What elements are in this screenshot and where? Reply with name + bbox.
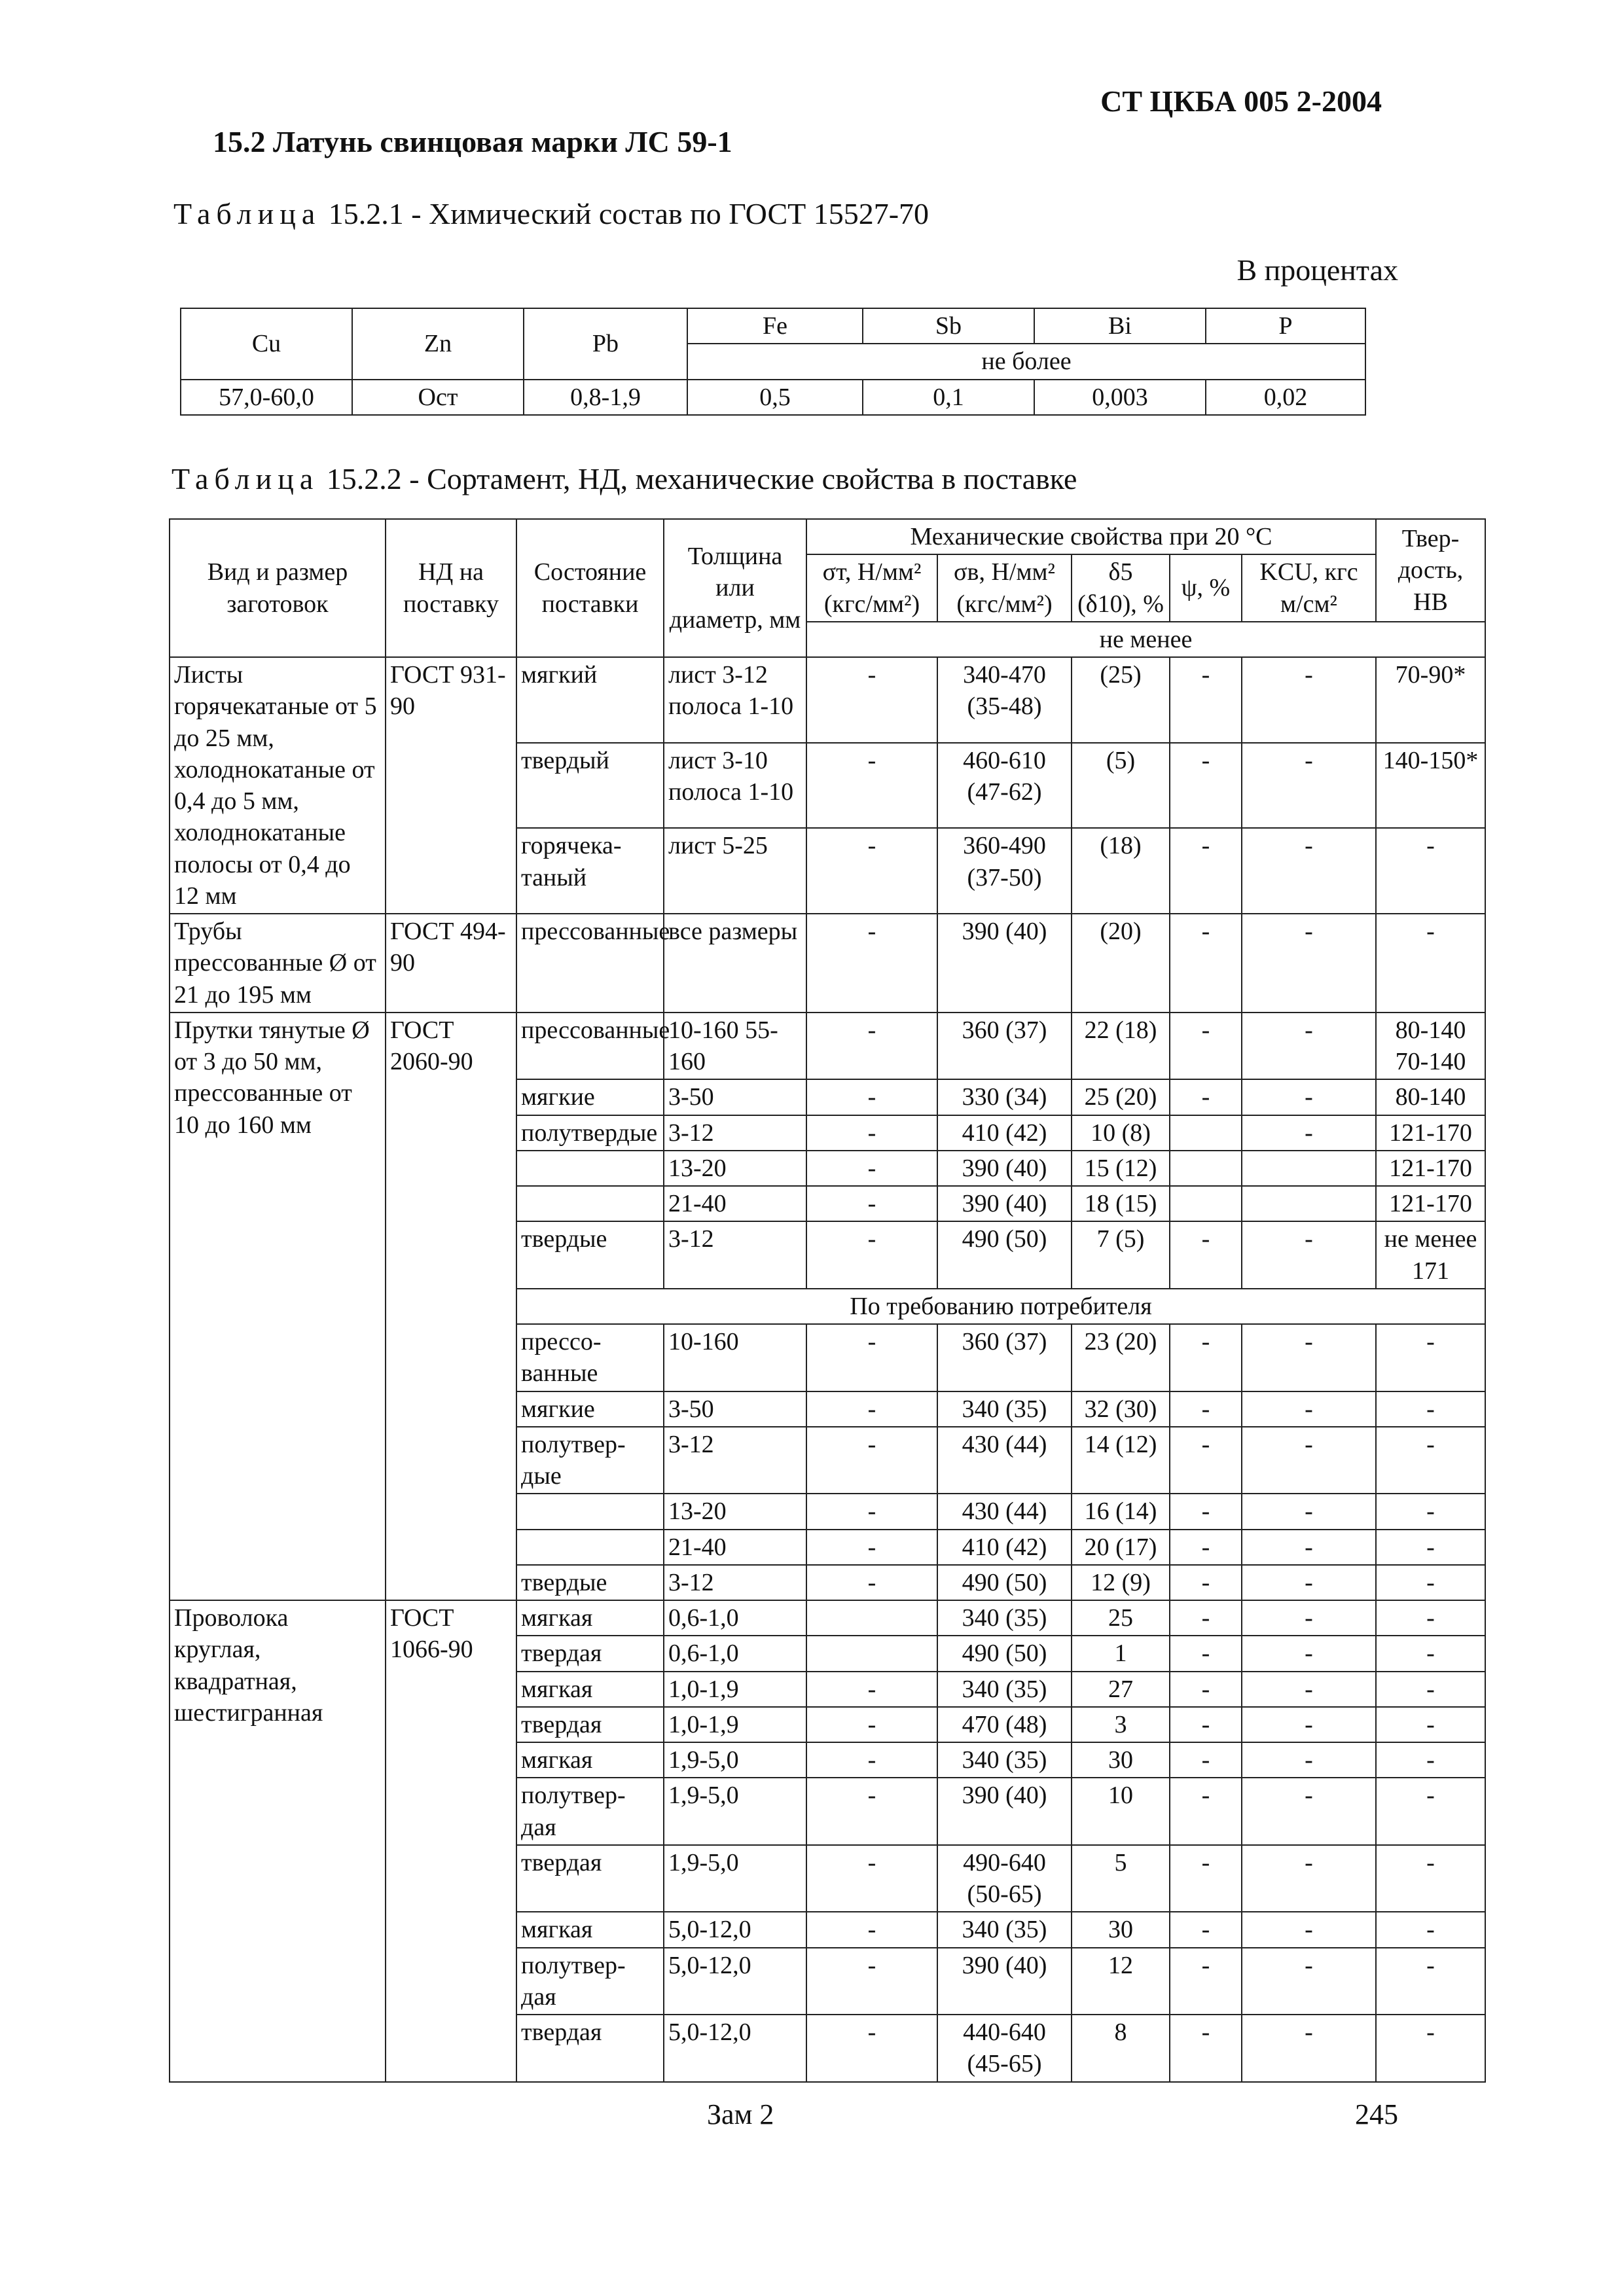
delta-cell: 18 (15) bbox=[1072, 1186, 1170, 1221]
header-state: Состояние поставки bbox=[516, 519, 664, 657]
table1-col-cu: Cu bbox=[181, 308, 352, 380]
hardness-cell: 140-150* bbox=[1376, 743, 1485, 829]
hardness-cell: - bbox=[1376, 1948, 1485, 2015]
hardness-cell: - bbox=[1376, 1636, 1485, 1671]
table-row bbox=[170, 1600, 1485, 1636]
delta-cell: 7 (5) bbox=[1072, 1221, 1170, 1289]
thickness-cell: 3-12 bbox=[664, 1427, 806, 1494]
kcu-cell: - bbox=[1242, 1912, 1376, 1947]
sigma-t-cell: - bbox=[806, 1324, 937, 1391]
table-row bbox=[170, 914, 1485, 1013]
delta-cell: 3 bbox=[1072, 1707, 1170, 1742]
sigma-v-cell: 460-610 (47-62) bbox=[937, 743, 1072, 829]
sigma-v-cell: 490 (50) bbox=[937, 1221, 1072, 1289]
nd-cell: ГОСТ 494-90 bbox=[386, 914, 516, 1013]
sigma-t-cell: - bbox=[806, 1845, 937, 1912]
delta-cell: 25 bbox=[1072, 1600, 1170, 1636]
sigma-t-cell: - bbox=[806, 1391, 937, 1427]
state-cell: мягкая bbox=[516, 1742, 664, 1778]
table1-units: В процентах bbox=[1236, 253, 1398, 287]
state-cell: прессо-ванные bbox=[516, 1324, 664, 1391]
thickness-cell: 21-40 bbox=[664, 1186, 806, 1221]
table2-caption bbox=[171, 461, 1077, 496]
thickness-cell: 1,9-5,0 bbox=[664, 1845, 806, 1912]
thickness-cell: 0,6-1,0 bbox=[664, 1636, 806, 1671]
kind-cell: Прутки тянутые Ø от 3 до 50 мм, прессованные от 10 до 160 мм bbox=[170, 1013, 386, 1600]
kcu-cell: - bbox=[1242, 1079, 1376, 1115]
state-cell: твердые bbox=[516, 1565, 664, 1600]
kcu-cell: - bbox=[1242, 1565, 1376, 1600]
sigma-v-cell: 390 (40) bbox=[937, 1778, 1072, 1845]
hardness-cell: 70-90* bbox=[1376, 657, 1485, 743]
kcu-cell: - bbox=[1242, 1013, 1376, 1080]
psi-cell: - bbox=[1170, 1948, 1242, 2015]
delta-cell: 22 (18) bbox=[1072, 1013, 1170, 1080]
sigma-v-cell: 360 (37) bbox=[937, 1324, 1072, 1391]
thickness-cell: 10-160 bbox=[664, 1324, 806, 1391]
hardness-cell: - bbox=[1376, 1494, 1485, 1529]
header-delta: δ5 (δ10), % bbox=[1072, 554, 1170, 622]
state-cell: прессованные bbox=[516, 1013, 664, 1080]
table2-caption-word: Таблица bbox=[171, 462, 319, 495]
kind-cell: Трубы прессованные Ø от 21 до 195 мм bbox=[170, 914, 386, 1013]
thickness-cell: все размеры bbox=[664, 914, 806, 1013]
table1-cell: Ост bbox=[352, 380, 524, 415]
state-cell: мягкая bbox=[516, 1912, 664, 1947]
hardness-cell: - bbox=[1376, 1742, 1485, 1778]
kind-cell: Листы горячекатаные от 5 до 25 мм, холоднокатаные от 0,4 до 5 мм, холоднокатаные полосы от 0,4 до 12 мм bbox=[170, 657, 386, 914]
sigma-t-cell: - bbox=[806, 1115, 937, 1151]
table1-col-bi: Bi bbox=[1034, 308, 1206, 344]
sigma-t-cell: - bbox=[806, 1707, 937, 1742]
sigma-v-cell: 490 (50) bbox=[937, 1636, 1072, 1671]
psi-cell: - bbox=[1170, 657, 1242, 743]
table1-col-pb: Pb bbox=[524, 308, 687, 380]
thickness-cell: 3-12 bbox=[664, 1221, 806, 1289]
kcu-cell: - bbox=[1242, 1494, 1376, 1529]
sigma-t-cell: - bbox=[806, 1427, 937, 1494]
delta-cell: 1 bbox=[1072, 1636, 1170, 1671]
hardness-cell: - bbox=[1376, 1565, 1485, 1600]
psi-cell: - bbox=[1170, 1912, 1242, 1947]
thickness-cell: 3-12 bbox=[664, 1115, 806, 1151]
table1-col-fe: Fe bbox=[687, 308, 863, 344]
table1-note: не более bbox=[687, 344, 1365, 379]
hardness-cell: - bbox=[1376, 1845, 1485, 1912]
hardness-cell: - bbox=[1376, 1427, 1485, 1494]
table1-col-sb: Sb bbox=[863, 308, 1034, 344]
thickness-cell: 10-160 55-160 bbox=[664, 1013, 806, 1080]
kcu-cell: - bbox=[1242, 1600, 1376, 1636]
nd-cell: ГОСТ 2060-90 bbox=[386, 1013, 516, 1600]
state-cell: мягкая bbox=[516, 1600, 664, 1636]
header-kcu: KCU, кгс м/см² bbox=[1242, 554, 1376, 622]
section-title: 15.2 Латунь свинцовая марки ЛС 59-1 bbox=[213, 125, 732, 158]
table1-col-zn: Zn bbox=[352, 308, 524, 380]
sigma-v-cell: 430 (44) bbox=[937, 1494, 1072, 1529]
header-nd: НД на поставку bbox=[386, 519, 516, 657]
sigma-t-cell: - bbox=[806, 1742, 937, 1778]
table-row bbox=[170, 657, 1485, 743]
header-hardness: Твер-дость, НВ bbox=[1376, 519, 1485, 622]
table1-caption-text: 15.2.1 - Химический состав по ГОСТ 15527-70 bbox=[321, 197, 929, 230]
psi-cell: - bbox=[1170, 743, 1242, 829]
hardness-cell: - bbox=[1376, 828, 1485, 914]
kcu-cell: - bbox=[1242, 1742, 1376, 1778]
delta-cell: 30 bbox=[1072, 1742, 1170, 1778]
psi-cell: - bbox=[1170, 914, 1242, 1013]
sigma-t-cell: - bbox=[806, 1530, 937, 1565]
sigma-v-cell: 340 (35) bbox=[937, 1600, 1072, 1636]
thickness-cell: лист 5-25 bbox=[664, 828, 806, 914]
delta-cell: (25) bbox=[1072, 657, 1170, 743]
sigma-v-cell: 390 (40) bbox=[937, 1948, 1072, 2015]
delta-cell: 20 (17) bbox=[1072, 1530, 1170, 1565]
psi-cell: - bbox=[1170, 1427, 1242, 1494]
psi-cell bbox=[1170, 1186, 1242, 1221]
sigma-v-cell: 340 (35) bbox=[937, 1912, 1072, 1947]
psi-cell: - bbox=[1170, 1636, 1242, 1671]
state-cell bbox=[516, 1151, 664, 1186]
sigma-v-cell: 390 (40) bbox=[937, 914, 1072, 1013]
state-cell: твердая bbox=[516, 2015, 664, 2082]
kcu-cell bbox=[1242, 1151, 1376, 1186]
sigma-v-cell: 430 (44) bbox=[937, 1427, 1072, 1494]
delta-cell: 15 (12) bbox=[1072, 1151, 1170, 1186]
state-cell: полутвер-дая bbox=[516, 1778, 664, 1845]
table2-caption-text: 15.2.2 - Сортамент, НД, механические свойства в поставке bbox=[319, 462, 1077, 495]
kcu-cell: - bbox=[1242, 1115, 1376, 1151]
header-kind: Вид и размер заготовок bbox=[170, 519, 386, 657]
psi-cell: - bbox=[1170, 1845, 1242, 1912]
header-mech: Механические свойства при 20 °С bbox=[806, 519, 1376, 554]
kcu-cell: - bbox=[1242, 914, 1376, 1013]
sigma-t-cell: - bbox=[806, 1013, 937, 1080]
kcu-cell: - bbox=[1242, 1636, 1376, 1671]
delta-cell: 12 bbox=[1072, 1948, 1170, 2015]
thickness-cell: 3-12 bbox=[664, 1565, 806, 1600]
sigma-v-cell: 360 (37) bbox=[937, 1013, 1072, 1080]
delta-cell: 30 bbox=[1072, 1912, 1170, 1947]
state-cell bbox=[516, 1530, 664, 1565]
table1-cell: 0,003 bbox=[1034, 380, 1206, 415]
hardness-cell: - bbox=[1376, 1778, 1485, 1845]
document-code: СТ ЦКБА 005 2-2004 bbox=[1100, 84, 1382, 118]
thickness-cell: 1,9-5,0 bbox=[664, 1778, 806, 1845]
sigma-v-cell: 360-490 (37-50) bbox=[937, 828, 1072, 914]
kcu-cell: - bbox=[1242, 1221, 1376, 1289]
header-thickness: Толщина или диаметр, мм bbox=[664, 519, 806, 657]
kcu-cell: - bbox=[1242, 1324, 1376, 1391]
kcu-cell: - bbox=[1242, 657, 1376, 743]
sigma-v-cell: 390 (40) bbox=[937, 1151, 1072, 1186]
nd-cell: ГОСТ 1066-90 bbox=[386, 1600, 516, 2082]
sigma-t-cell bbox=[806, 1600, 937, 1636]
table1-header-row bbox=[181, 308, 1365, 344]
state-cell: твердые bbox=[516, 1221, 664, 1289]
hardness-cell: - bbox=[1376, 1707, 1485, 1742]
table1-caption-word: Таблица bbox=[173, 197, 321, 230]
header-not-less: не менее bbox=[806, 622, 1485, 657]
hardness-cell: - bbox=[1376, 1912, 1485, 1947]
psi-cell: - bbox=[1170, 1672, 1242, 1707]
thickness-cell: 5,0-12,0 bbox=[664, 1948, 806, 2015]
table1-col-p: P bbox=[1206, 308, 1365, 344]
thickness-cell: 0,6-1,0 bbox=[664, 1600, 806, 1636]
kcu-cell: - bbox=[1242, 1427, 1376, 1494]
state-cell: горячека-таный bbox=[516, 828, 664, 914]
hardness-cell: - bbox=[1376, 914, 1485, 1013]
psi-cell bbox=[1170, 1115, 1242, 1151]
sigma-t-cell: - bbox=[806, 1079, 937, 1115]
psi-cell: - bbox=[1170, 828, 1242, 914]
sigma-v-cell: 330 (34) bbox=[937, 1079, 1072, 1115]
hardness-cell: 80-140 bbox=[1376, 1079, 1485, 1115]
delta-cell: 5 bbox=[1072, 1845, 1170, 1912]
delta-cell: 10 (8) bbox=[1072, 1115, 1170, 1151]
hardness-cell: 121-170 bbox=[1376, 1151, 1485, 1186]
hardness-cell: - bbox=[1376, 1324, 1485, 1391]
state-cell: прессованные bbox=[516, 914, 664, 1013]
sigma-t-cell: - bbox=[806, 914, 937, 1013]
thickness-cell: лист 3-12 полоса 1-10 bbox=[664, 657, 806, 743]
kcu-cell: - bbox=[1242, 2015, 1376, 2082]
delta-cell: 12 (9) bbox=[1072, 1565, 1170, 1600]
nd-cell: ГОСТ 931-90 bbox=[386, 657, 516, 914]
hardness-cell: - bbox=[1376, 1600, 1485, 1636]
hardness-cell: 121-170 bbox=[1376, 1115, 1485, 1151]
kcu-cell: - bbox=[1242, 828, 1376, 914]
state-cell: полутвердые bbox=[516, 1115, 664, 1151]
psi-cell: - bbox=[1170, 1221, 1242, 1289]
thickness-cell: 1,0-1,9 bbox=[664, 1672, 806, 1707]
sigma-v-cell: 410 (42) bbox=[937, 1115, 1072, 1151]
sigma-t-cell bbox=[806, 1636, 937, 1671]
state-cell: твердая bbox=[516, 1636, 664, 1671]
thickness-cell: 13-20 bbox=[664, 1151, 806, 1186]
delta-cell: 25 (20) bbox=[1072, 1079, 1170, 1115]
table1-caption bbox=[173, 196, 929, 231]
psi-cell: - bbox=[1170, 1494, 1242, 1529]
sigma-t-cell: - bbox=[806, 1565, 937, 1600]
hardness-cell: - bbox=[1376, 2015, 1485, 2082]
psi-cell: - bbox=[1170, 1013, 1242, 1080]
table1-cell: 0,8-1,9 bbox=[524, 380, 687, 415]
delta-cell: 23 (20) bbox=[1072, 1324, 1170, 1391]
psi-cell: - bbox=[1170, 1742, 1242, 1778]
sigma-v-cell: 340 (35) bbox=[937, 1672, 1072, 1707]
thickness-cell: 13-20 bbox=[664, 1494, 806, 1529]
table1-cell: 0,5 bbox=[687, 380, 863, 415]
psi-cell: - bbox=[1170, 1079, 1242, 1115]
delta-cell: 14 (12) bbox=[1072, 1427, 1170, 1494]
kcu-cell: - bbox=[1242, 1948, 1376, 2015]
hardness-cell: - bbox=[1376, 1530, 1485, 1565]
state-cell bbox=[516, 1494, 664, 1529]
sigma-v-cell: 340 (35) bbox=[937, 1391, 1072, 1427]
psi-cell: - bbox=[1170, 1600, 1242, 1636]
kind-cell: Проволока круглая, квадратная, шестигранная bbox=[170, 1600, 386, 2082]
kcu-cell: - bbox=[1242, 1845, 1376, 1912]
sigma-v-cell: 490 (50) bbox=[937, 1565, 1072, 1600]
thickness-cell: 1,9-5,0 bbox=[664, 1742, 806, 1778]
sigma-t-cell: - bbox=[806, 657, 937, 743]
table-row bbox=[170, 1013, 1485, 1080]
sigma-t-cell: - bbox=[806, 1948, 937, 2015]
header-sigma-v: σв, Н/мм² (кгс/мм²) bbox=[937, 554, 1072, 622]
psi-cell bbox=[1170, 1151, 1242, 1186]
page-number: 245 bbox=[1355, 2098, 1398, 2130]
table1-values-row bbox=[181, 380, 1365, 415]
psi-cell: - bbox=[1170, 1565, 1242, 1600]
sigma-t-cell: - bbox=[806, 1778, 937, 1845]
state-cell: твердая bbox=[516, 1845, 664, 1912]
hardness-cell: - bbox=[1376, 1672, 1485, 1707]
hardness-cell: - bbox=[1376, 1391, 1485, 1427]
sigma-t-cell: - bbox=[806, 1672, 937, 1707]
delta-cell: (5) bbox=[1072, 743, 1170, 829]
sigma-v-cell: 470 (48) bbox=[937, 1707, 1072, 1742]
table1-cell: 0,1 bbox=[863, 380, 1034, 415]
sigma-v-cell: 340-470 (35-48) bbox=[937, 657, 1072, 743]
sigma-t-cell: - bbox=[806, 1912, 937, 1947]
table1-cell: 57,0-60,0 bbox=[181, 380, 352, 415]
thickness-cell: лист 3-10 полоса 1-10 bbox=[664, 743, 806, 829]
kcu-cell: - bbox=[1242, 1530, 1376, 1565]
chemical-composition-table bbox=[180, 308, 1366, 416]
thickness-cell: 5,0-12,0 bbox=[664, 1912, 806, 1947]
state-cell: полутвер-дая bbox=[516, 1948, 664, 2015]
table2-header-row bbox=[170, 519, 1485, 554]
psi-cell: - bbox=[1170, 1707, 1242, 1742]
delta-cell: 10 bbox=[1072, 1778, 1170, 1845]
state-cell: мягкая bbox=[516, 1672, 664, 1707]
assortment-properties-table bbox=[169, 518, 1486, 2083]
delta-cell: 16 (14) bbox=[1072, 1494, 1170, 1529]
delta-cell: 32 (30) bbox=[1072, 1391, 1170, 1427]
kcu-cell: - bbox=[1242, 1707, 1376, 1742]
sigma-t-cell: - bbox=[806, 1494, 937, 1529]
state-cell bbox=[516, 1186, 664, 1221]
sigma-v-cell: 410 (42) bbox=[937, 1530, 1072, 1565]
sigma-v-cell: 440-640 (45-65) bbox=[937, 2015, 1072, 2082]
kcu-cell bbox=[1242, 1186, 1376, 1221]
kcu-cell: - bbox=[1242, 743, 1376, 829]
state-cell: мягкие bbox=[516, 1391, 664, 1427]
table1-cell: 0,02 bbox=[1206, 380, 1365, 415]
delta-cell: 8 bbox=[1072, 2015, 1170, 2082]
state-cell: твердая bbox=[516, 1707, 664, 1742]
thickness-cell: 21-40 bbox=[664, 1530, 806, 1565]
sigma-t-cell: - bbox=[806, 2015, 937, 2082]
sigma-v-cell: 340 (35) bbox=[937, 1742, 1072, 1778]
delta-cell: (18) bbox=[1072, 828, 1170, 914]
header-psi: ψ, % bbox=[1170, 554, 1242, 622]
psi-cell: - bbox=[1170, 1324, 1242, 1391]
sigma-t-cell: - bbox=[806, 1221, 937, 1289]
thickness-cell: 3-50 bbox=[664, 1391, 806, 1427]
kcu-cell: - bbox=[1242, 1672, 1376, 1707]
thickness-cell: 3-50 bbox=[664, 1079, 806, 1115]
psi-cell: - bbox=[1170, 2015, 1242, 2082]
hardness-cell: 121-170 bbox=[1376, 1186, 1485, 1221]
consumer-note: По требованию потребителя bbox=[516, 1289, 1485, 1324]
sigma-v-cell: 390 (40) bbox=[937, 1186, 1072, 1221]
delta-cell: (20) bbox=[1072, 914, 1170, 1013]
psi-cell: - bbox=[1170, 1391, 1242, 1427]
sigma-v-cell: 490-640 (50-65) bbox=[937, 1845, 1072, 1912]
state-cell: мягкий bbox=[516, 657, 664, 743]
psi-cell: - bbox=[1170, 1778, 1242, 1845]
hardness-cell: 80-140 70-140 bbox=[1376, 1013, 1485, 1080]
state-cell: твердый bbox=[516, 743, 664, 829]
psi-cell: - bbox=[1170, 1530, 1242, 1565]
sigma-t-cell: - bbox=[806, 1186, 937, 1221]
sigma-t-cell: - bbox=[806, 828, 937, 914]
kcu-cell: - bbox=[1242, 1778, 1376, 1845]
footer-revision: Зам 2 bbox=[707, 2098, 774, 2130]
kcu-cell: - bbox=[1242, 1391, 1376, 1427]
thickness-cell: 5,0-12,0 bbox=[664, 2015, 806, 2082]
thickness-cell: 1,0-1,9 bbox=[664, 1707, 806, 1742]
state-cell: мягкие bbox=[516, 1079, 664, 1115]
hardness-cell: не менее 171 bbox=[1376, 1221, 1485, 1289]
sigma-t-cell: - bbox=[806, 1151, 937, 1186]
header-sigma-t: σт, Н/мм² (кгс/мм²) bbox=[806, 554, 937, 622]
state-cell: полутвер-дые bbox=[516, 1427, 664, 1494]
delta-cell: 27 bbox=[1072, 1672, 1170, 1707]
sigma-t-cell: - bbox=[806, 743, 937, 829]
